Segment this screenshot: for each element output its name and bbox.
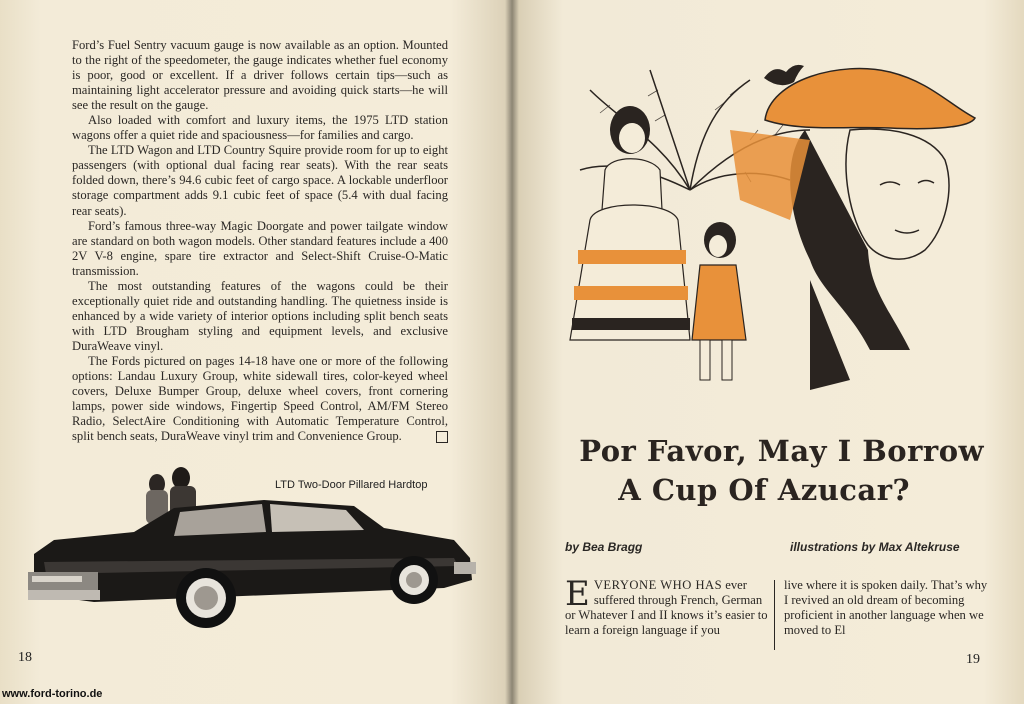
paragraph: The LTD Wagon and LTD Country Squire provide room for up to eight passengers (with optional dual facing rear seats). With the rear seats folded down, there’s 94.6 cubic feet of cargo space. A lockable underfloor storage compartment adds 9.1 cubic feet of space (5.4 with dual facing rear seats).: [72, 143, 448, 218]
watermark: www.ford-torino.de: [2, 688, 103, 700]
paragraph: Ford’s famous three-way Magic Doorgate and power tailgate window are standard on both wagon models. Other standard features include a 400 2V V-8 engine, spare tire extractor and Select-Shift Cruise-O-Matic transmission.: [72, 218, 448, 278]
right-page: [512, 0, 1024, 704]
paragraph-last-text: The Fords pictured on pages 14-18 have one or more of the following options: Landau Luxury Group, white sidewall tires, color-keyed wheel covers, Deluxe Bumper Group, deluxe wheel covers, front cornering lamps, power side windows, Fingertip Speed Control, AM/FM Stereo Radio, SelectAire Conditioning with Automatic Temperature Control, split bench seats, DuraWeave vinyl trim and Convenience Group.: [72, 353, 448, 444]
column-1-text: ever suffered through French, German or Whatever I and II knows it’s easier to learn a foreign language if you: [565, 578, 768, 637]
paragraph-last: [72, 354, 448, 444]
lead-smallcaps: VERYONE WHO HAS: [593, 578, 723, 592]
photo-caption: LTD Two-Door Pillared Hardtop: [275, 479, 428, 491]
byline-illustrator: illustrations by Max Altekruse: [790, 540, 960, 554]
article-column-2: live where it is spoken daily. That’s why I revived an old dream of becoming proficient in another language when we moved to El: [784, 578, 988, 637]
paragraph: Also loaded with comfort and luxury items, the 1975 LTD station wagons offer a quiet ride and spaciousness—for families and cargo.: [72, 113, 448, 143]
child-illustration: [692, 222, 746, 380]
page-number: 19: [966, 652, 980, 667]
paragraph: Ford’s Fuel Sentry vacuum gauge is now available as an option. Mounted to the right of the speedometer, the gauge indicates whether fuel economy is poor, good or excellent. If a driver follows certain tips—such as maintaining light accelerator pressure and avoiding quick starts—he will see the result on the gauge.: [72, 38, 448, 113]
article-body-text: [72, 38, 448, 444]
drop-cap: E: [565, 574, 590, 614]
article-title: [552, 432, 992, 510]
orange-hat: [765, 69, 975, 129]
illustration: [550, 50, 990, 410]
article-column-1: [565, 574, 771, 638]
paragraph: The most outstanding features of the wagons could be their exceptionally quiet ride and outstanding handling. The quietness inside is enhanced by a wide variety of interior options including split bench seats with LTD Brougham styling and equipment levels, and exclusive DuraWeave vinyl.: [72, 278, 448, 353]
title-line-1: Por Favor, May I Borrow: [579, 434, 984, 468]
column-divider: [774, 580, 775, 650]
title-line-2: A Cup Of Azucar?: [618, 473, 910, 507]
end-mark-icon: [436, 431, 448, 443]
woman-in-dress-illustration: [570, 106, 690, 340]
page-gutter: [505, 0, 519, 704]
byline-author: by Bea Bragg: [565, 540, 643, 554]
page-number: 18: [18, 650, 32, 665]
